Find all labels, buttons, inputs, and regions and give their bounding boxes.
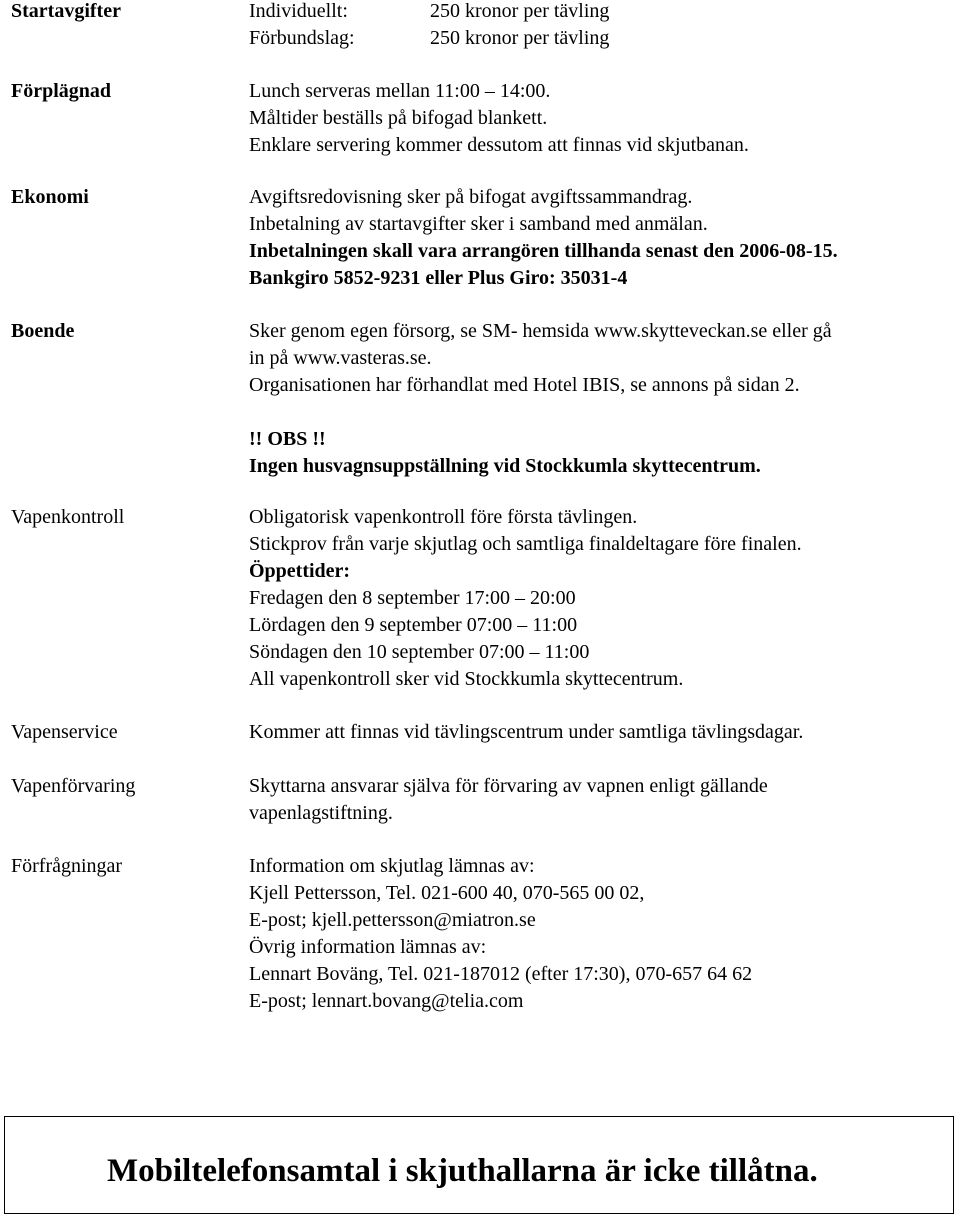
section-label: Startavgifter: [11, 0, 121, 22]
fee-amount: 250 kronor per tävling: [430, 0, 610, 22]
spacer: [249, 399, 949, 426]
text-line: Organisationen har förhandlat med Hotel IBIS, se annons på sidan 2.: [249, 374, 800, 396]
obs-heading: !! OBS !!: [249, 428, 326, 450]
text-line: Avgiftsredovisning sker på bifogat avgiftssammandrag.: [249, 186, 693, 208]
email-line: E-post; lennart.bovang@telia.com: [249, 990, 524, 1012]
text-line: Sker genom egen försorg, se SM- hemsida www.skytteveckan.se eller gå: [249, 320, 832, 342]
section-body: [249, 719, 949, 746]
text-line: Enklare servering kommer dessutom att finnas vid skjutbanan.: [249, 134, 749, 156]
obs-text: Ingen husvagnsuppställning vid Stockkumla skyttecentrum.: [249, 455, 761, 477]
text-line: Måltider beställs på bifogad blankett.: [249, 107, 548, 129]
text-line: in på www.vasteras.se.: [249, 347, 432, 369]
hours-line: Lördagen den 9 september 07:00 – 11:00: [249, 614, 578, 636]
fee-row: [249, 25, 949, 52]
text-line: Kommer att finnas vid tävlingscentrum under samtliga tävlingsdagar.: [249, 721, 804, 743]
text-line: Lunch serveras mellan 11:00 – 14:00.: [249, 80, 551, 102]
section-label: Boende: [11, 320, 75, 342]
hours-line: All vapenkontroll sker vid Stockkumla skyttecentrum.: [249, 668, 684, 690]
fee-type: Förbundslag:: [249, 27, 355, 49]
section-body: [249, 0, 949, 52]
text-line: Skyttarna ansvarar själva för förvaring av vapnen enligt gällande: [249, 775, 768, 797]
fee-amount: 250 kronor per tävling: [430, 27, 610, 49]
section-body: [249, 773, 949, 827]
section-body: [249, 504, 949, 693]
section-label: Vapenförvaring: [11, 775, 136, 797]
payment-deadline: Inbetalningen skall vara arrangören tillhanda senast den 2006-08-15.: [249, 240, 838, 262]
section-body: [249, 184, 949, 292]
section-body: [249, 853, 949, 1015]
hours-line: Fredagen den 8 september 17:00 – 20:00: [249, 587, 576, 609]
section-label: Förfrågningar: [11, 855, 123, 877]
payment-accounts: Bankgiro 5852-9231 eller Plus Giro: 35031-4: [249, 267, 628, 289]
section-body: [249, 318, 949, 480]
text-line: Övrig information lämnas av:: [249, 936, 487, 958]
section-body: [249, 78, 949, 159]
section-label: Vapenservice: [11, 721, 118, 743]
section-label: Förplägnad: [11, 80, 112, 102]
text-line: Inbetalning av startavgifter sker i samband med anmälan.: [249, 213, 708, 235]
hours-title: Öppettider:: [249, 560, 351, 582]
text-line: vapenlagstiftning.: [249, 802, 393, 824]
fee-row: [249, 0, 949, 25]
email-line: E-post; kjell.pettersson@miatron.se: [249, 909, 536, 931]
notice-box: [4, 1116, 954, 1214]
text-line: Stickprov från varje skjutlag och samtliga finaldeltagare före finalen.: [249, 533, 802, 555]
contact-line: Kjell Pettersson, Tel. 021-600 40, 070-565 00 02,: [249, 882, 645, 904]
notice-text: Mobiltelefonsamtal i skjuthallarna är icke tillåtna.: [107, 1153, 818, 1189]
section-label: Vapenkontroll: [11, 506, 125, 528]
text-line: Obligatorisk vapenkontroll före första tävlingen.: [249, 506, 638, 528]
hours-line: Söndagen den 10 september 07:00 – 11:00: [249, 641, 590, 663]
text-line: Information om skjutlag lämnas av:: [249, 855, 535, 877]
section-label: Ekonomi: [11, 186, 89, 208]
contact-line: Lennart Boväng, Tel. 021-187012 (efter 17:30), 070-657 64 62: [249, 963, 753, 985]
fee-type: Individuellt:: [249, 0, 348, 22]
